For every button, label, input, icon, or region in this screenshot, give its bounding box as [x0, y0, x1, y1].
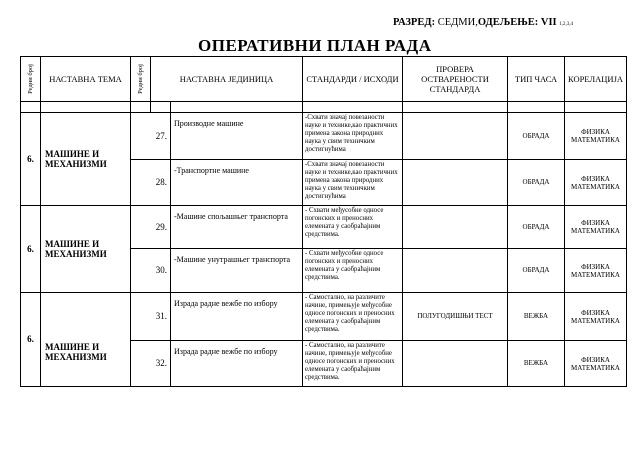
- unit-name: Производне машине: [171, 113, 303, 160]
- grade-label: РАЗРЕД:: [393, 17, 436, 28]
- class-value: 1,2,3,4: [559, 22, 574, 27]
- spacer-row: [21, 102, 627, 113]
- correlation: ФИЗИКА МАТЕМАТИКА: [565, 160, 627, 206]
- topic-number: 6.: [21, 113, 41, 206]
- check-cell: [403, 160, 508, 206]
- check-cell: [403, 341, 508, 387]
- unit-number: 30.: [151, 249, 171, 293]
- standard-text: - Самостално, на различите начине, примењује међусобне односе погонских и преносних елемената у саобраћајним средствима.: [303, 341, 403, 387]
- page-title: ОПЕРАТИВНИ ПЛАН РАДА: [198, 36, 432, 55]
- unit-number: 31.: [151, 293, 171, 341]
- topic-name: МАШИНЕ И МЕХАНИЗМИ: [41, 293, 131, 387]
- lesson-type: ОБРАДА: [508, 160, 565, 206]
- check-cell: [403, 113, 508, 160]
- standard-text: - Самостално, на различите начине, примењује међусобне односе погонских и преносних елемената у саобраћајним средствима.: [303, 293, 403, 341]
- class-label: ОДЕЉЕЊЕ: VII: [477, 17, 557, 28]
- unit-name: -Машине унутрашњег транспорта: [171, 249, 303, 293]
- grade-line: [393, 17, 573, 28]
- correlation: ФИЗИКА МАТЕМАТИКА: [565, 249, 627, 293]
- table-row: [21, 206, 627, 249]
- col-unit: НАСТАВНА ЈЕДИНИЦА: [151, 57, 303, 102]
- col-topic-no: Редни број: [21, 57, 41, 102]
- standard-text: -Схвати значај повезаности науке и технике,као практичних примена закона природних наука у свим техничким достигнућима: [303, 160, 403, 206]
- topic-name: МАШИНЕ И МЕХАНИЗМИ: [41, 113, 131, 206]
- col-type: ТИП ЧАСА: [508, 57, 565, 102]
- topic-name: МАШИНЕ И МЕХАНИЗМИ: [41, 206, 131, 293]
- unit-name: Израда радне вежбе по избору: [171, 341, 303, 387]
- col-check: ПРОВЕРА ОСТВАРЕНОСТИ СТАНДАРДА: [403, 57, 508, 102]
- standard-text: -Схвати значај повезаности науке и технике,као практичних примена закона природних наука у свим техничким достигнућима: [303, 113, 403, 160]
- lesson-type: ВЕЖБА: [508, 341, 565, 387]
- unit-number: 32.: [151, 341, 171, 387]
- lesson-type: ВЕЖБА: [508, 293, 565, 341]
- col-standards: СТАНДАРДИ / ИСХОДИ: [303, 57, 403, 102]
- unit-name: -Транспортне машине: [171, 160, 303, 206]
- header-row: [21, 57, 627, 102]
- correlation: ФИЗИКА МАТЕМАТИКА: [565, 113, 627, 160]
- correlation: ФИЗИКА МАТЕМАТИКА: [565, 206, 627, 249]
- correlation: ФИЗИКА МАТЕМАТИКА: [565, 341, 627, 387]
- topic-number: 6.: [21, 206, 41, 293]
- check-cell: [403, 249, 508, 293]
- unit-name: Израда радне вежбе по избору: [171, 293, 303, 341]
- unit-number: 27.: [151, 113, 171, 160]
- check-cell: [403, 206, 508, 249]
- topic-number: 6.: [21, 293, 41, 387]
- col-unit-no: Редни број: [131, 57, 151, 102]
- plan-table: [20, 56, 627, 387]
- lesson-type: ОБРАДА: [508, 249, 565, 293]
- unit-number: 28.: [151, 160, 171, 206]
- lesson-type: ОБРАДА: [508, 206, 565, 249]
- standard-text: - Схвати међусобне односе погонских и преносних елемената у саобраћајним средствима.: [303, 249, 403, 293]
- unit-number: 29.: [151, 206, 171, 249]
- unit-name: -Машине спољашњег транспорта: [171, 206, 303, 249]
- col-correlation: КОРЕЛАЦИЈА: [565, 57, 627, 102]
- table-row: [21, 113, 627, 160]
- lesson-type: ОБРАДА: [508, 113, 565, 160]
- standard-text: - Схвати међусобне односе погонских и преносних елемената у саобраћајним средствима.: [303, 206, 403, 249]
- correlation: ФИЗИКА МАТЕМАТИКА: [565, 293, 627, 341]
- col-topic: НАСТАВНА ТЕМА: [41, 57, 131, 102]
- grade-value: СЕДМИ,: [437, 17, 478, 28]
- table-row: [21, 293, 627, 341]
- check-cell: ПОЛУГОДИШЊИ ТЕСТ: [403, 293, 508, 341]
